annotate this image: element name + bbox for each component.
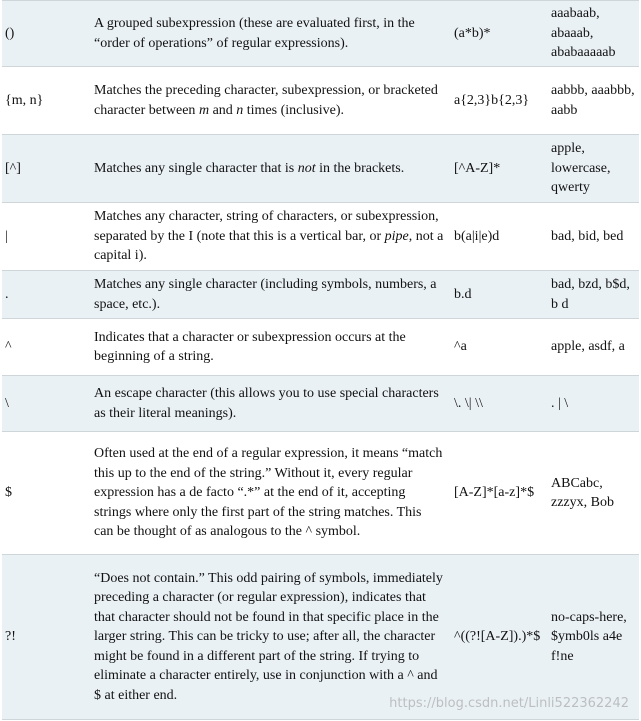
matches-cell: bad, bzd, b$d, b d	[546, 271, 639, 319]
matches-cell: apple, asdf, a	[546, 319, 639, 376]
table-row	[2, 319, 639, 376]
matches-cell: ABCabc, zzzyx, Bob	[546, 432, 639, 555]
watermark: https://blog.csdn.net/Linli522362242	[389, 696, 629, 711]
table-row	[2, 203, 639, 271]
description-text: Matches any character, string of characters, or subexpression, separated by the I (note that this is a vertical bar, or	[94, 209, 439, 244]
matches-cell: bad, bid, bed	[546, 203, 639, 271]
description-cell: “Does not contain.” This odd pairing of symbols, immediately preceding a character (or regular expression), indicates that that character should not be found in that specific place in the larger string. This can be tricky to use; after all, the character might be found in a different part of the string. If trying to eliminate a character entirely, use in conjunction with a ^ and $ at either end.	[90, 555, 450, 720]
table-row	[2, 432, 639, 555]
pattern-cell: ^a	[450, 319, 546, 376]
table-row	[2, 1, 639, 67]
description-emphasis: not	[297, 160, 316, 176]
pattern-cell: \. \| \\	[450, 376, 546, 432]
description-cell: An escape character (this allows you to use special characters as their literal meanings).	[90, 376, 450, 432]
matches-cell: . | \	[546, 376, 639, 432]
table-row	[2, 555, 639, 720]
description-cell: Often used at the end of a regular expression, it means “match this up to the end of the string.” Without it, every regular expression has a de facto “.*” at the end of it, accepting strings where only the first part of the string matches. This can be thought of as analogous to the ^ symbol.	[90, 432, 450, 555]
matches-cell: aabbb, aaabbb, aabb	[546, 67, 639, 135]
description-text: times (inclusive).	[243, 102, 344, 118]
matches-cell: apple, lowercase, qwerty	[546, 135, 639, 203]
pattern-cell: (a*b)*	[450, 1, 546, 67]
symbol-cell: ()	[2, 1, 90, 67]
regex-reference-table	[2, 0, 639, 720]
symbol-cell: \	[2, 376, 90, 432]
table-row	[2, 135, 639, 203]
description-cell: A grouped subexpression (these are evaluated first, in the “order of operations” of regular expressions).	[90, 1, 450, 67]
description-text: and	[209, 102, 237, 118]
symbol-cell: ^	[2, 319, 90, 376]
symbol-cell: $	[2, 432, 90, 555]
symbol-cell: {m, n}	[2, 67, 90, 135]
description-cell	[90, 135, 450, 203]
matches-cell: no-caps-here, $ymb0ls a4e f!ne	[546, 555, 639, 720]
description-emphasis: m	[198, 102, 210, 118]
pattern-cell: [^A-Z]*	[450, 135, 546, 203]
description-text: Matches the preceding character, subexpression, or bracketed character between	[94, 83, 438, 118]
description-cell: Matches any single character (including symbols, numbers, a space, etc.).	[90, 271, 450, 319]
table-row	[2, 376, 639, 432]
matches-cell: aaabaab, abaaab, ababaaaaab	[546, 1, 639, 67]
pattern-cell: [A-Z]*[a-z]*$	[450, 432, 546, 555]
symbol-cell: .	[2, 271, 90, 319]
symbol-cell: ?!	[2, 555, 90, 720]
description-text: , not a capital i).	[94, 228, 444, 264]
pattern-cell: b.d	[450, 271, 546, 319]
description-text: Matches any single character that is	[94, 160, 298, 176]
description-text: in the brackets.	[315, 160, 405, 176]
table-row	[2, 67, 639, 135]
description-cell	[90, 67, 450, 135]
symbol-cell: |	[2, 203, 90, 271]
description-emphasis: n	[236, 102, 244, 118]
pattern-cell: ^((?![A-Z]).)*$	[450, 555, 546, 720]
description-cell	[90, 203, 450, 271]
description-emphasis: pipe	[384, 228, 409, 244]
pattern-cell: b(a|i|e)d	[450, 203, 546, 271]
table-row	[2, 271, 639, 319]
description-cell: Indicates that a character or subexpression occurs at the beginning of a string.	[90, 319, 450, 376]
pattern-cell: a{2,3}b{2,3}	[450, 67, 546, 135]
symbol-cell: [^]	[2, 135, 90, 203]
